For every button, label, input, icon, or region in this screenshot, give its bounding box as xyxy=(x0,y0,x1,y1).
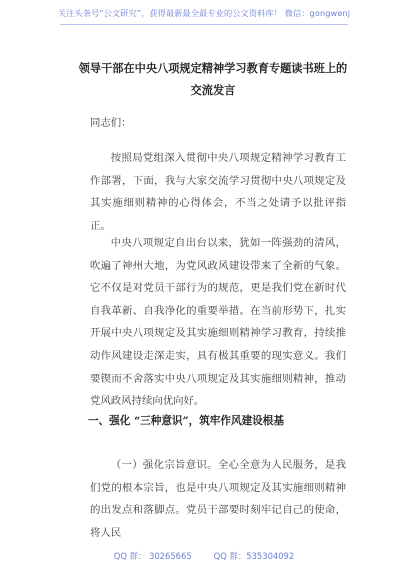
paragraph-intro: 按照局党组深入贯彻中央八项规定精神学习教育工作部署，下面，我与大家交流学习贯彻中央八项规定及其实施细则精神的心得体会，不当之处请予以批评指正。 xyxy=(90,152,346,232)
top-banner: 关注头条号“公文研究”，获得最新最全最专业的公文资料库！ 微信：gongwenj xyxy=(57,8,351,18)
footer-qq-group-1: QQ 群： 30265665 xyxy=(113,551,192,561)
salutation: 同志们： xyxy=(90,117,132,129)
paragraph-background: 中央八项规定自出台以来，犹如一阵强劲的清风，吹遍了神州大地，为党风政风建设带来了全新的气象。它不仅是对党员干部行为的规范，更是我们党在新时代自我革新、自我净化的重要举措。在当前形势下，扎实开展中央八项规定及其实施细则精神学习教育，持续推动作风建设走深走实，具有极其重要的现实意义。我们要锲而不舍落实中央八项规定及其实施细则精神，推动党风政风持续向优向好。 xyxy=(90,237,346,408)
footer xyxy=(0,550,408,562)
document-title: 领导干部在中央八项规定精神学习教育专题读书班上的交流发言 xyxy=(78,61,348,97)
paragraph-subsection: （一）强化宗旨意识。全心全意为人民服务，是我们党的根本宗旨，也是中央八项规定及其实施细则精神的出发点和落脚点。党员干部要时刻牢记自己的使命，将人民 xyxy=(90,459,346,539)
banner-divider xyxy=(60,24,348,25)
footer-qq-group-2: QQ 群：535304092 xyxy=(213,551,295,561)
section-heading: 一、强化 “三种意识”，筑牢作风建设根基 xyxy=(88,415,284,427)
